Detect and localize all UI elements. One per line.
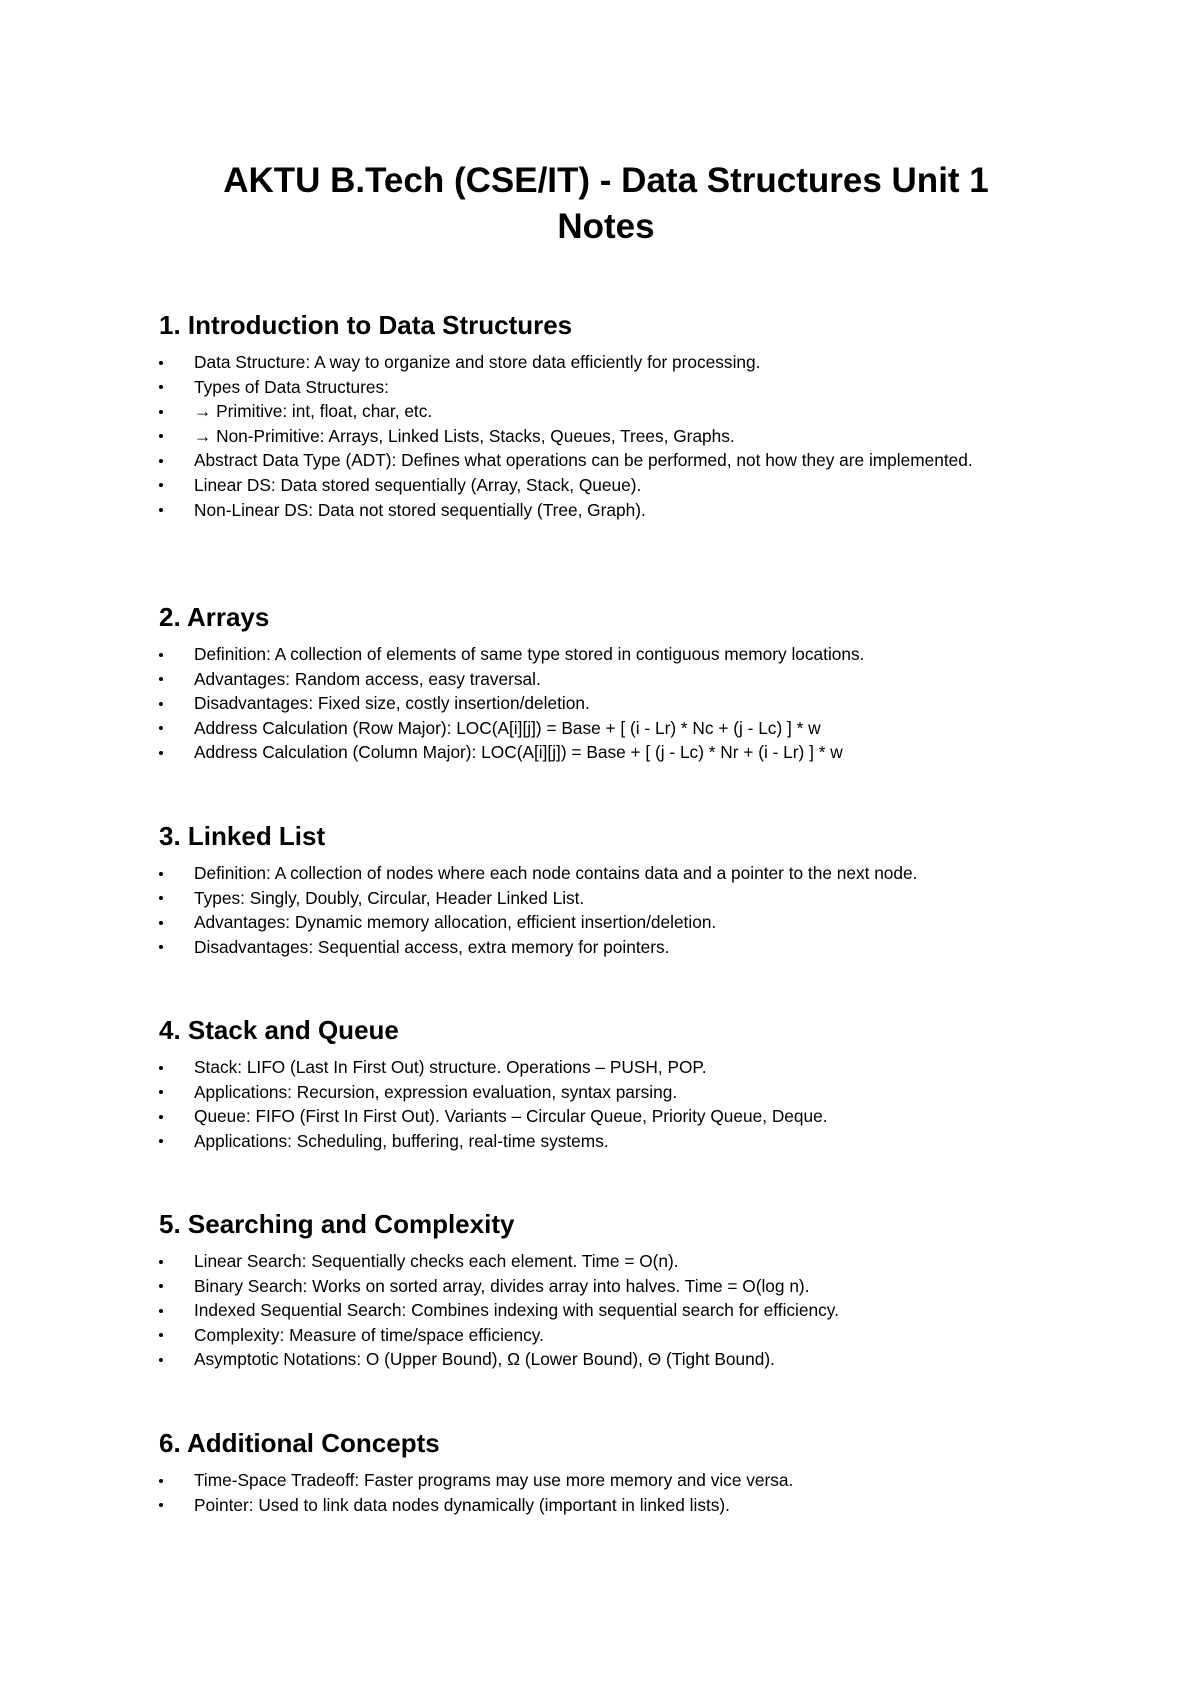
list-item-text: Address Calculation (Column Major): LOC(A[i][j]) = Base + [ (j - Lc) * Nr + (i - Lr) ] * w — [194, 742, 843, 763]
list-item — [159, 1055, 1044, 1080]
list-item-text: → Primitive: int, float, char, etc. — [194, 401, 433, 422]
section-linked-list — [159, 819, 1059, 959]
list-item-text: Asymptotic Notations: O (Upper Bound), Ω (Lower Bound), Θ (Tight Bound). — [194, 1349, 775, 1370]
list-item — [159, 716, 1044, 741]
bullet-list — [159, 1055, 1059, 1153]
bullet-list — [159, 1249, 1059, 1372]
bullet-icon — [159, 434, 163, 438]
document-title: AKTU B.Tech (CSE/IT) - Data Structures Unit 1 Notes — [223, 161, 989, 246]
list-item — [159, 498, 1044, 523]
list-item-text: Disadvantages: Fixed size, costly insertion/deletion. — [194, 693, 590, 714]
list-item — [159, 1298, 1044, 1323]
list-item — [159, 910, 1044, 935]
list-item — [159, 448, 1044, 473]
list-item-text: Applications: Recursion, expression evaluation, syntax parsing. — [194, 1081, 678, 1102]
list-item-text: Time-Space Tradeoff: Faster programs may use more memory and vice versa. — [194, 1470, 794, 1490]
list-item-text: Types of Data Structures: — [194, 376, 389, 397]
list-item — [159, 1493, 1044, 1518]
list-item-text: Pointer: Used to link data nodes dynamically (important in linked lists). — [194, 1494, 730, 1515]
bullet-icon — [159, 508, 163, 512]
bullet-icon — [159, 1358, 163, 1362]
list-item-text: → Non-Primitive: Arrays, Linked Lists, Stacks, Queues, Trees, Graphs. — [194, 425, 735, 446]
list-item-text: Definition: A collection of elements of same type stored in contiguous memory locations. — [194, 644, 865, 664]
section-additional-concepts — [159, 1426, 1059, 1517]
bullet-icon — [159, 1479, 163, 1483]
list-item-text: Abstract Data Type (ADT): Defines what operations can be performed, not how they are implemented. — [194, 450, 973, 471]
list-item-text: Non-Linear DS: Data not stored sequentially (Tree, Graph). — [194, 499, 646, 520]
bullet-icon — [159, 726, 163, 730]
bullet-icon — [159, 483, 163, 487]
list-item — [159, 375, 1044, 400]
bullet-icon — [159, 1260, 163, 1264]
list-item — [159, 1249, 1044, 1274]
list-item — [159, 740, 1044, 765]
list-item — [159, 861, 1044, 886]
bullet-icon — [159, 653, 163, 657]
bullet-icon — [159, 1139, 163, 1143]
list-item — [159, 424, 1044, 449]
section-heading: 1. Introduction to Data Structures — [159, 310, 573, 340]
bullet-icon — [159, 459, 163, 463]
bullet-icon — [159, 1309, 163, 1313]
list-item-text: Definition: A collection of nodes where each node contains data and a pointer to the next node. — [194, 863, 918, 883]
list-item-text: Disadvantages: Sequential access, extra memory for pointers. — [194, 936, 670, 957]
bullet-list — [159, 861, 1059, 959]
bullet-icon — [159, 385, 163, 389]
list-item-text: Linear Search: Sequentially checks each element. Time = O(n). — [194, 1251, 679, 1271]
section-heading: 3. Linked List — [159, 821, 326, 851]
list-item — [159, 667, 1044, 692]
bullet-list — [159, 1468, 1059, 1517]
bullet-icon — [159, 1503, 163, 1507]
list-item — [159, 350, 1044, 375]
list-item-text: Types: Singly, Doubly, Circular, Header Linked List. — [194, 887, 585, 908]
bullet-icon — [159, 677, 163, 681]
section-introduction — [159, 308, 1059, 522]
section-arrays — [159, 600, 1059, 765]
list-item — [159, 1129, 1044, 1154]
bullet-icon — [159, 1115, 163, 1119]
bullet-icon — [159, 1090, 163, 1094]
list-item — [159, 691, 1044, 716]
list-item-text: Binary Search: Works on sorted array, divides array into halves. Time = O(log n). — [194, 1275, 810, 1296]
bullet-icon — [159, 1066, 163, 1070]
list-item — [159, 1468, 1044, 1493]
bullet-list — [159, 642, 1059, 765]
list-item-text: Stack: LIFO (Last In First Out) structure. Operations – PUSH, POP. — [194, 1057, 707, 1077]
bullet-icon — [159, 1333, 163, 1337]
list-item-text: Queue: FIFO (First In First Out). Variants – Circular Queue, Priority Queue, Deque. — [194, 1106, 828, 1127]
bullet-icon — [159, 751, 163, 755]
section-heading: 6. Additional Concepts — [159, 1428, 440, 1458]
list-item — [159, 1104, 1044, 1129]
bullet-icon — [159, 702, 163, 706]
section-heading: 5. Searching and Complexity — [159, 1209, 515, 1239]
list-item — [159, 1080, 1044, 1105]
bullet-icon — [159, 1284, 163, 1288]
list-item — [159, 473, 1044, 498]
list-item — [159, 886, 1044, 911]
section-heading: 2. Arrays — [159, 602, 270, 632]
list-item-text: Advantages: Random access, easy traversal. — [194, 668, 541, 689]
list-item-text: Indexed Sequential Search: Combines indexing with sequential search for efficiency. — [194, 1300, 839, 1321]
bullet-icon — [159, 896, 163, 900]
section-stack-and-queue — [159, 1013, 1059, 1153]
list-item-text: Applications: Scheduling, buffering, real-time systems. — [194, 1130, 609, 1151]
list-item-text: Data Structure: A way to organize and store data efficiently for processing. — [194, 352, 761, 372]
bullet-list — [159, 350, 1059, 522]
list-item — [159, 399, 1044, 424]
list-item — [159, 642, 1044, 667]
section-heading: 4. Stack and Queue — [159, 1015, 399, 1045]
list-item-text: Address Calculation (Row Major): LOC(A[i][j]) = Base + [ (i - Lr) * Nc + (j - Lc) ] * w — [194, 717, 821, 738]
list-item — [159, 935, 1044, 960]
list-item — [159, 1323, 1044, 1348]
bullet-icon — [159, 361, 163, 365]
bullet-icon — [159, 872, 163, 876]
list-item-text: Complexity: Measure of time/space efficiency. — [194, 1324, 544, 1345]
list-item-text: Linear DS: Data stored sequentially (Array, Stack, Queue). — [194, 474, 642, 495]
section-searching-and-complexity — [159, 1207, 1059, 1372]
bullet-icon — [159, 410, 163, 414]
list-item — [159, 1347, 1044, 1372]
bullet-icon — [159, 921, 163, 925]
list-item-text: Advantages: Dynamic memory allocation, efficient insertion/deletion. — [194, 912, 717, 933]
bullet-icon — [159, 945, 163, 949]
list-item — [159, 1274, 1044, 1299]
